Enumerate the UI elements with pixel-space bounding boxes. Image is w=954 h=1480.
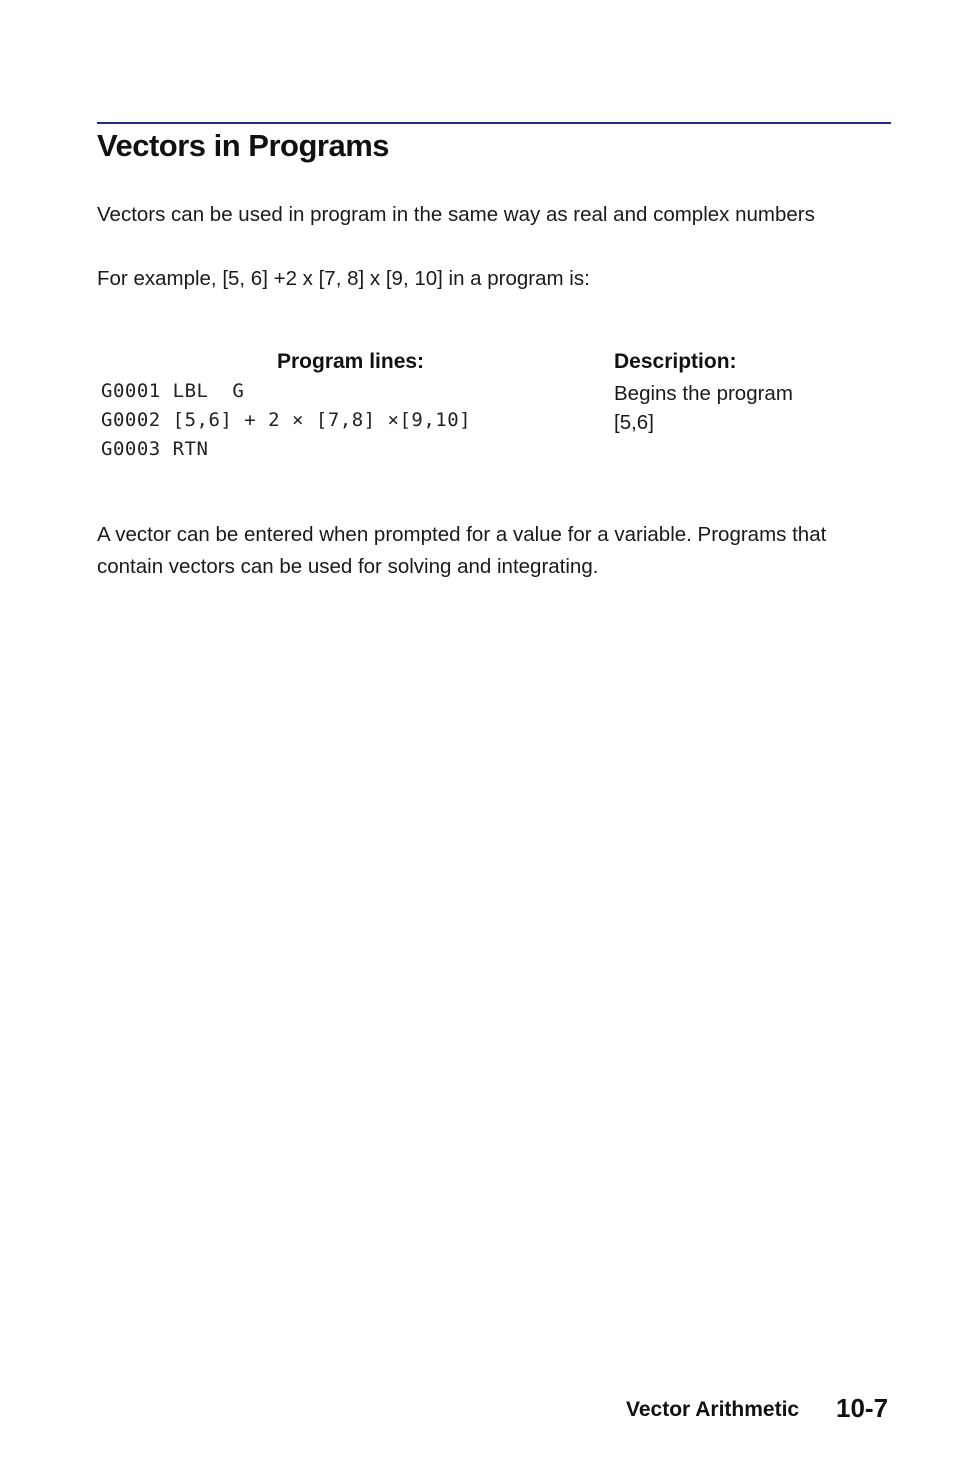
intro-paragraph: Vectors can be used in program in the same way as real and complex numbers [97,203,815,226]
program-line: G0003 RTN [101,438,209,460]
description-line: [5,6] [614,411,654,434]
description-header: Description: [614,350,737,373]
program-lines-header: Program lines: [277,350,425,373]
page-number: 10-7 [836,1393,889,1423]
example-paragraph: For example, [5, 6] +2 x [7, 8] x [9, 10] in a program is: [97,267,590,290]
header-rule [97,122,891,124]
footer-section-name: Vector Arithmetic [626,1398,800,1421]
description-line: Begins the program [614,382,793,405]
program-line: G0001 LBL G [101,380,245,402]
page-title: Vectors in Programs [97,128,390,163]
program-line: G0002 [5,6] + 2 × [7,8] ×[9,10] [101,409,472,431]
closing-paragraph: A vector can be entered when prompted for a value for a variable. Programs that contain vectors can be used for solving and integrating. [97,523,827,578]
